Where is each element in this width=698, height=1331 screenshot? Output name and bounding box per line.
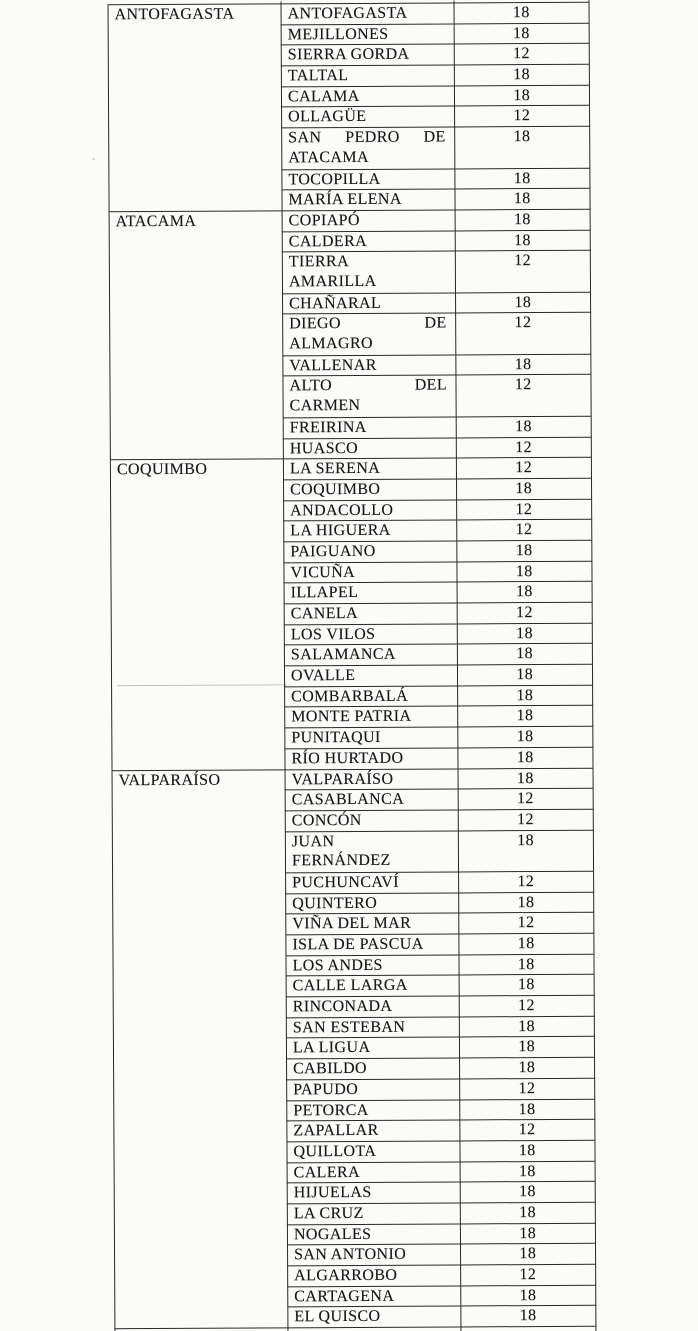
region-cell: ANTOFAGASTA [108, 4, 282, 212]
commune-cell: LA HIGUERA [283, 521, 456, 543]
commune-cell: ZAPALLAR [286, 1121, 459, 1143]
value-cell: 12 [455, 437, 592, 458]
commune-cell: VIÑA DEL MAR [285, 914, 458, 936]
commune-line [290, 396, 448, 417]
commune-cell: SIERRA GORDA [281, 45, 454, 67]
value-cell: 18 [455, 417, 592, 438]
value-cell: 12 [454, 106, 591, 127]
commune-line [289, 314, 447, 335]
commune-cell: LOS VILOS [284, 624, 457, 646]
commune-cell: SAN ANTONIO [287, 1245, 460, 1267]
commune-cell: PAPUDO [286, 1079, 459, 1101]
commune-line [288, 128, 446, 149]
commune-word: DE [423, 128, 446, 146]
value-cell: 12 [456, 603, 593, 624]
commune-cell: TOCOPILLA [281, 169, 454, 191]
commune-cell: VICUÑA [283, 562, 456, 584]
commune-cell: OLLAGÜE [281, 107, 454, 129]
commune-cell: ILLAPEL [284, 583, 457, 605]
commune-line [289, 272, 447, 293]
value-cell: 18 [455, 354, 592, 375]
value-cell: 18 [454, 189, 591, 210]
commune-cell: MONTE PATRIA [284, 707, 457, 729]
commune-cell: LA CRUZ [287, 1203, 460, 1225]
commune-cell: VALPARAÍSO [285, 769, 458, 791]
commune-word: DIEGO [289, 315, 341, 333]
commune-cell: CALDERA [282, 231, 455, 253]
commune-cell: ALGARROBO [287, 1265, 460, 1287]
commune-line [292, 851, 450, 872]
commune-cell: LA LIGUA [286, 1038, 459, 1060]
commune-cell: LOS ANDES [285, 955, 458, 977]
commune-cell: CARTAGENA [287, 1286, 460, 1308]
commune-cell: RÍO HURTADO [284, 748, 457, 770]
value-cell: 18 [460, 1285, 597, 1306]
value-cell: 18 [456, 561, 593, 582]
value-cell: 18 [458, 975, 595, 996]
commune-cell: CHAÑARAL [282, 293, 455, 315]
value-cell: 18 [460, 1244, 597, 1265]
cut-row-bottom-commune [287, 1328, 460, 1331]
value-cell: 12 [456, 520, 593, 541]
value-cell: 18 [459, 1223, 596, 1244]
commune-word: AMARILLA [288, 273, 377, 291]
value-cell: 12 [459, 1079, 596, 1100]
commune-cell: FREIRINA [283, 417, 456, 439]
commune-line [292, 831, 450, 852]
commune-cell: PETORCA [286, 1100, 459, 1122]
value-cell: 18 [460, 1306, 597, 1327]
value-cell: 18 [454, 168, 591, 189]
commune-word: ALTO [289, 377, 333, 395]
value-cell: 18 [459, 1161, 596, 1182]
value-cell: 18 [457, 685, 594, 706]
commune-cell: CABILDO [286, 1059, 459, 1081]
commune-cell: COPIAPÓ [282, 210, 455, 232]
value-cell: 12 [459, 1120, 596, 1141]
commune-cell [282, 376, 455, 418]
commune-word: FERNÁNDEZ [291, 852, 391, 870]
commune-cell: ANDACOLLO [283, 500, 456, 522]
value-cell: 12 [457, 789, 594, 810]
commune-cell: ANTOFAGASTA [281, 3, 454, 25]
scanned-table-wrapper [107, 0, 596, 1331]
commune-cell: MARÍA ELENA [281, 190, 454, 212]
commune-cell: CONCÓN [285, 810, 458, 832]
value-cell: 18 [457, 727, 594, 748]
commune-cell: MEJILLONES [281, 24, 454, 46]
region-table [107, 0, 596, 1331]
commune-line [289, 376, 447, 397]
value-cell: 18 [456, 623, 593, 644]
value-cell: 18 [457, 706, 594, 727]
value-cell: 12 [454, 251, 591, 293]
value-cell: 18 [459, 1141, 596, 1162]
commune-word: JUAN [291, 832, 335, 850]
commune-line [289, 252, 447, 273]
commune-word: CARMEN [289, 397, 361, 415]
value-cell: 12 [458, 872, 595, 893]
commune-cell [285, 831, 458, 873]
commune-cell: COMBARBALÁ [284, 686, 457, 708]
value-cell: 12 [458, 996, 595, 1017]
value-cell: 18 [459, 1203, 596, 1224]
commune-line [288, 148, 446, 169]
value-cell: 18 [456, 665, 593, 686]
commune-cell: HIJUELAS [287, 1183, 460, 1205]
value-cell: 12 [456, 499, 593, 520]
region-cell: ATACAMA [109, 211, 283, 460]
value-cell: 18 [458, 1016, 595, 1037]
value-cell: 18 [459, 1099, 596, 1120]
commune-cell: HUASCO [283, 438, 456, 460]
commune-cell: SAN ESTEBAN [286, 1017, 459, 1039]
commune-cell [282, 314, 455, 356]
value-cell: 18 [453, 85, 590, 106]
value-cell: 18 [453, 23, 590, 44]
commune-cell [281, 128, 454, 170]
commune-cell: PUNITAQUI [284, 728, 457, 750]
value-cell: 18 [457, 830, 594, 872]
commune-cell: CASABLANCA [285, 790, 458, 812]
value-cell: 18 [455, 292, 592, 313]
commune-cell [282, 252, 455, 294]
value-cell: 18 [454, 210, 591, 231]
commune-cell: QUILLOTA [286, 1141, 459, 1163]
value-cell: 18 [457, 748, 594, 769]
value-cell: 12 [455, 458, 592, 479]
commune-cell: LA SERENA [283, 459, 456, 481]
region-cell: VALPARAÍSO [112, 770, 288, 1329]
commune-cell: TALTAL [281, 66, 454, 88]
commune-cell: NOGALES [287, 1224, 460, 1246]
region-cell: COQUIMBO [110, 460, 285, 771]
value-cell: 18 [453, 3, 590, 24]
commune-cell: CALAMA [281, 86, 454, 108]
value-cell: 18 [459, 1058, 596, 1079]
commune-cell: CALERA [287, 1162, 460, 1184]
commune-cell: EL QUISCO [287, 1307, 460, 1329]
commune-word: TIERRA [288, 253, 350, 271]
commune-cell: SALAMANCA [284, 645, 457, 667]
scan-speck [92, 158, 95, 160]
commune-cell: PUCHUNCAVÍ [285, 872, 458, 894]
commune-cell: RINCONADA [286, 997, 459, 1019]
commune-cell: PAIGUANO [283, 541, 456, 563]
commune-cell: OVALLE [284, 666, 457, 688]
commune-cell: VALLENAR [282, 355, 455, 377]
value-cell: 18 [454, 127, 591, 169]
value-cell: 18 [456, 541, 593, 562]
commune-word: DEL [414, 376, 448, 395]
value-cell: 12 [455, 375, 592, 417]
value-cell: 12 [457, 810, 594, 831]
value-cell: 18 [456, 582, 593, 603]
value-cell: 18 [453, 65, 590, 86]
value-cell: 18 [458, 892, 595, 913]
value-cell: 18 [458, 934, 595, 955]
commune-word: PEDRO [345, 128, 400, 147]
value-cell: 18 [456, 644, 593, 665]
value-cell: 18 [457, 768, 594, 789]
commune-line [289, 334, 447, 355]
value-cell: 18 [458, 954, 595, 975]
value-cell: 12 [458, 913, 595, 934]
value-cell: 12 [453, 44, 590, 65]
cut-row-bottom-value [460, 1327, 597, 1331]
commune-word: ALMAGRO [289, 335, 374, 353]
value-cell: 12 [455, 313, 592, 355]
value-cell: 18 [458, 1037, 595, 1058]
value-cell: 18 [455, 479, 592, 500]
value-cell: 18 [454, 230, 591, 251]
commune-cell: QUINTERO [285, 893, 458, 915]
value-cell: 18 [459, 1182, 596, 1203]
commune-cell: ISLA DE PASCUA [285, 934, 458, 956]
commune-cell: COQUIMBO [283, 479, 456, 501]
commune-cell: CANELA [284, 603, 457, 625]
commune-word: DE [424, 314, 447, 332]
commune-word: SAN [288, 129, 322, 147]
value-cell: 12 [460, 1265, 597, 1286]
commune-word: ATACAMA [288, 148, 369, 167]
commune-cell: CALLE LARGA [286, 976, 459, 998]
